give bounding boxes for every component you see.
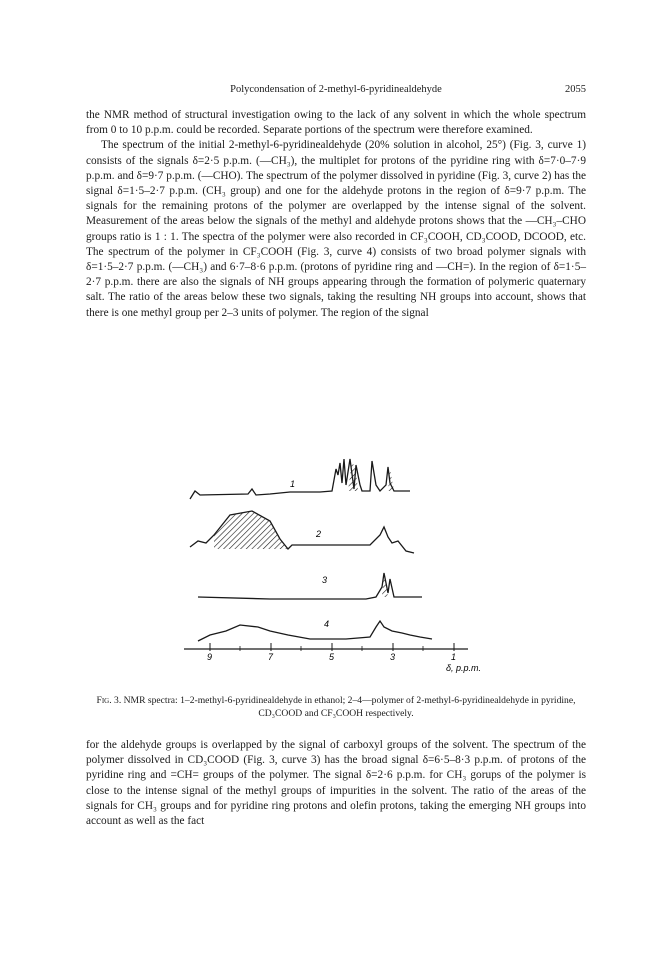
spectrum-curve-3: [198, 573, 422, 599]
running-header: [86, 84, 586, 100]
spectrum-curve-4: [198, 621, 432, 641]
paragraph: The spectrum of the initial 2-methyl-6-pyridinealdehyde (20% solution in alcohol, 25°) (Fig. 3, curve 1) consists of the signals δ=2·5 p.p.m. (—CH₃), the multiplet for protons of the pyridine ring with δ=7·0–7·9 p.p.m. and δ=9·7 p.p.m. (—CHO). The spectrum of the polymer dissolved in pyridine (Fig. 3, curve 2) has the signal δ=1·5–2·7 p.p.m. (CH₃ group) and one for the aldehyde protons in the region of δ=9·7 p.p.m. The signals for the remaining protons of the polymer are overlapped by the intense signal of the solvent. Measurement of the areas below the signals of the methyl and aldehyde protons shows that the —CH₃–CHO groups ratio is 1 : 1. The spectra of the polymer were also recorded in CF₃COOH, CD₃COOD, DCOOD, etc. The spectrum of the polymer in CF₃COOH (Fig. 3, curve 4) consists of two broad polymer signals with δ=1·5–2·7 p.p.m. (—CH₃) and 6·7–8·6 p.p.m. (protons of pyridine ring and —CH=). In the region of δ=1·5–2·7 p.p.m. there are also the signals of NH groups appearing through the formation of polymeric quaternary salt. The ratio of the areas below these two signals, taking the resulting NH groups into account, shows that there is one methyl group per 2–3 units of polymer. The region of the signal: [86, 139, 586, 319]
spectrum-curve-2: [190, 511, 414, 553]
body-text-bottom: [86, 738, 586, 829]
nmr-spectra-figure: [170, 455, 490, 685]
paragraph: for the aldehyde groups is overlapped by the signal of carboxyl groups of the solvent. The spectrum of the polymer dissolved in CD₃COOD (Fig. 3, curve 3) has the broad signal δ=6·5–8·3 p.p.m. of protons of the pyridine ring and =CH= groups of the polymer. The signal δ=2·6 p.p.m. for CH₃ gorups of the polymer is close to the intense signal of the methyl groups of impurities in the solvent. The ratio of the areas of the signals for CH₃ groups and for pyridine ring protons and olefin protons, taking the emerging NH groups into account as well as the fact: [86, 739, 586, 828]
axis-label: δ, p.p.m.: [446, 663, 482, 673]
running-title: Polycondensation of 2-methyl-6-pyridinealdehyde: [230, 84, 442, 95]
axis-tick-7: 7: [268, 652, 274, 662]
ppm-axis: [184, 643, 468, 651]
axis-tick-9: 9: [207, 652, 213, 662]
paragraph: the NMR method of structural investigation owing to the lack of any solvent in which the whole spectrum from 0 to 10 p.p.m. could be recorded. Separate portions of the spectrum were therefore examined.: [86, 109, 586, 137]
curve-label-3: 3: [322, 575, 328, 585]
spectrum-curve-1: [190, 459, 410, 499]
caption-text: NMR spectra: 1–2-methyl-6-pyridinealdehyde in ethanol; 2–4—polymer of 2-methyl-6-pyridinealdehyde in pyridine, CD₃COOD and CF₃COOH respectively.: [123, 695, 576, 719]
figure-caption: [86, 694, 586, 720]
curve-label-2: 2: [316, 529, 322, 539]
axis-tick-3: 3: [390, 652, 396, 662]
page-number: 2055: [565, 84, 586, 95]
curve-label-1: 1: [290, 479, 296, 489]
axis-tick-5: 5: [329, 652, 335, 662]
caption-label: Fig. 3.: [96, 695, 122, 706]
axis-tick-1: 1: [451, 652, 457, 662]
body-text-top: [86, 108, 586, 321]
curve-label-4: 4: [324, 619, 330, 629]
